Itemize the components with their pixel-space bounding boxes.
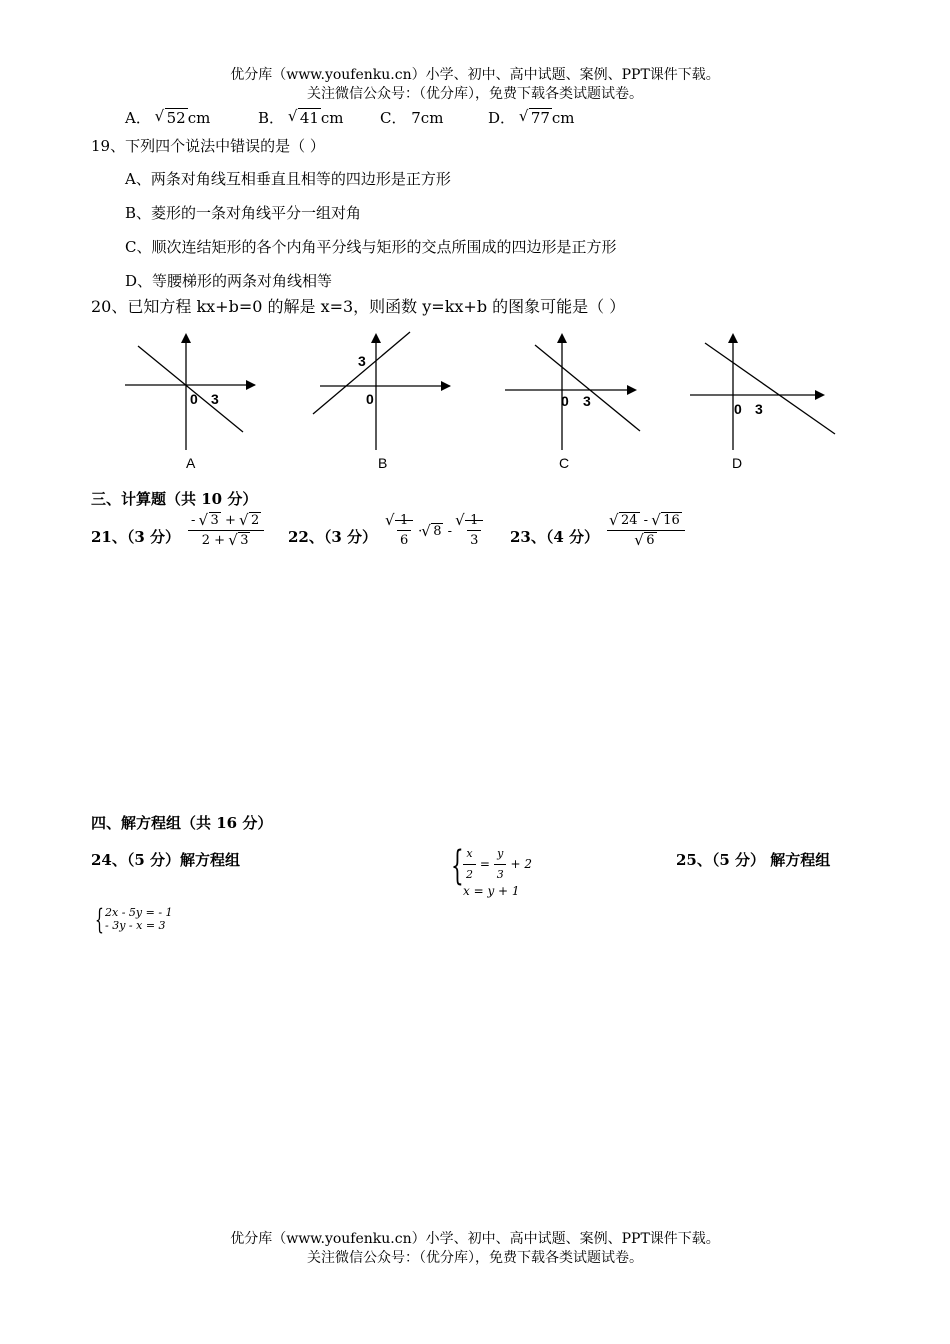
graph-b-line <box>313 332 410 414</box>
graph-a <box>120 328 265 473</box>
q24-label: 24、（5 分）解方程组 <box>91 851 241 869</box>
graph-a-x-arrow <box>246 380 256 390</box>
q19-stem: 19、下列四个说法中错误的是（ ） <box>91 137 325 155</box>
q21-label: 21、（3 分） <box>91 528 181 546</box>
graph-c-x-arrow <box>627 385 637 395</box>
graph-c-origin: 0 <box>561 393 569 409</box>
q18-option-c: C． 7cm <box>380 109 444 127</box>
footer-line-1: 优分库（www.youfenku.cn）小学、初中、高中试题、案例、PPT课件下载。 <box>230 1231 720 1247</box>
q18-option-d: D． √ 77 cm <box>488 107 575 128</box>
q19-option-d: D、等腰梯形的两条对角线相等 <box>125 272 333 290</box>
graph-a-label: A <box>186 455 196 471</box>
q19-option-a: A、两条对角线互相垂直且相等的四边形是正方形 <box>125 170 451 188</box>
q21-expression: $\frac{- √ 3 + √ 2}{2 + √ 3}$ <box>188 513 264 548</box>
q25-eq2: - 3y - x = 3 <box>105 919 166 932</box>
graph-c-y-arrow <box>557 333 567 343</box>
q24-eq2: x = y + 1 <box>463 884 520 898</box>
footer-line-2: 关注微信公众号：（优分库），免费下载各类试题试卷。 <box>307 1250 643 1266</box>
graph-b-x-arrow <box>441 381 451 391</box>
section-3-title: 三、计算题（共 10 分） <box>91 490 258 508</box>
q20-stem: 20、已知方程 kx+b=0 的解是 x=3，则函数 y=kx+b 的图象可能是（ ） <box>91 297 626 316</box>
graph-c-label: C <box>559 455 570 471</box>
graph-d-line <box>705 343 835 434</box>
q25-system: { 2x - 5y = - 1 - 3y - x = 3 <box>95 903 173 936</box>
graph-d-origin: 0 <box>734 401 742 417</box>
q23-expression: √ 24 - √ 16 √ 6 <box>607 513 685 548</box>
q18-option-a: A． √ 52 cm <box>125 107 210 128</box>
graph-c-line <box>535 345 640 431</box>
header-line-1: 优分库（www.youfenku.cn）小学、初中、高中试题、案例、PPT课件下载。 <box>230 67 720 83</box>
q22-label: 22、（3 分） <box>288 528 378 546</box>
graph-c-tick: 3 <box>583 393 591 409</box>
q22-expression: √ $\frac{1}{6}$ ·√ 8 - √ $\frac{1}{3}$ <box>386 513 483 548</box>
graph-a-tick: 3 <box>211 391 219 407</box>
q19-option-c: C、顺次连结矩形的各个内角平分线与矩形的交点所围成的四边形是正方形 <box>125 238 617 256</box>
graph-a-line <box>138 346 243 432</box>
graph-a-y-arrow <box>181 333 191 343</box>
q25-label: 25、（5 分） 解方程组 <box>676 851 831 869</box>
graph-a-origin: 0 <box>190 391 198 407</box>
q24-system: { $\frac{x}{2}$ = $\frac{y}{3}$ + 2 x = y + 1 <box>451 843 533 898</box>
q23-label: 23、（4 分） <box>510 528 600 546</box>
graph-d-tick: 3 <box>755 401 763 417</box>
graph-d <box>685 328 840 473</box>
graph-c <box>500 328 650 473</box>
graph-d-label: D <box>732 455 743 471</box>
graph-b-origin: 0 <box>366 391 374 407</box>
graph-d-y-arrow <box>728 333 738 343</box>
graph-b-y-arrow <box>371 333 381 343</box>
graph-b-label: B <box>378 455 388 471</box>
graph-b-tick: 3 <box>358 353 366 369</box>
header-line-2: 关注微信公众号：（优分库），免费下载各类试题试卷。 <box>307 86 643 102</box>
q19-option-b: B、菱形的一条对角线平分一组对角 <box>125 204 362 222</box>
q25-eq1: 2x - 5y = - 1 <box>105 906 173 919</box>
graph-d-x-arrow <box>815 390 825 400</box>
graph-b <box>310 328 460 473</box>
q18-option-b: B． √ 41 cm <box>258 107 344 128</box>
section-4-title: 四、解方程组（共 16 分） <box>91 814 273 832</box>
